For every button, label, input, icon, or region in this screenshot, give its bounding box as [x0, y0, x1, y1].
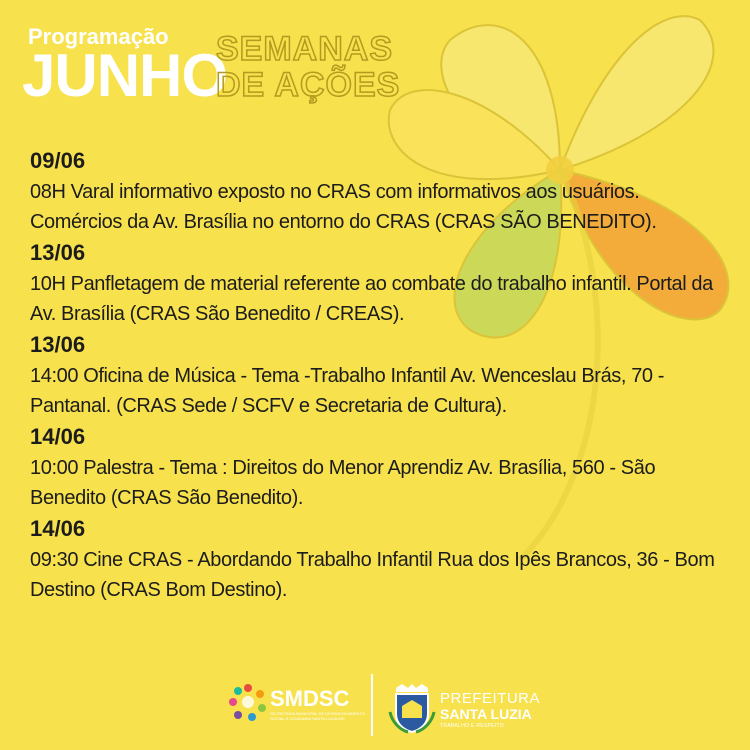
smdsc-name: SMDSC: [270, 686, 350, 711]
event-item: [30, 421, 720, 513]
city-crest-icon: [388, 682, 436, 734]
event-date: 13/06: [30, 240, 86, 265]
event-date: 09/06: [30, 148, 86, 173]
programacao-label: Programação: [28, 24, 169, 49]
event-description: 10H Panfletagem de material referente ao combate do trabalho infantil. Portal da Av. Brasília (CRAS São Benedito / CREAS).: [30, 273, 713, 325]
event-item: [30, 145, 720, 237]
de-acoes-title: DE AÇÕES: [216, 66, 401, 104]
event-item: [30, 237, 720, 329]
event-item: [30, 513, 720, 605]
event-description: 09:30 Cine CRAS - Abordando Trabalho Infantil Rua dos Ipês Brancos, 36 - Bom Destino (CRAS Bom Destino).: [30, 549, 715, 601]
semanas-title: SEMANAS: [216, 30, 394, 68]
event-item: [30, 329, 720, 421]
event-date: 14/06: [30, 424, 86, 449]
event-list: [30, 145, 720, 605]
footer-logos: [0, 668, 750, 750]
event-description: 14:00 Oficina de Música - Tema -Trabalho Infantil Av. Wenceslau Brás, 70 - Pantanal. (CRAS Sede / SCFV e Secretaria de Cultura).: [30, 365, 665, 417]
prefeitura-label: PREFEITURA: [440, 690, 541, 707]
smdsc-people-logo-icon: [228, 682, 268, 722]
event-date: 13/06: [30, 332, 86, 357]
event-description: 10:00 Palestra - Tema : Direitos do Menor Aprendiz Av. Brasília, 560 - São Benedito (CRAS São Benedito).: [30, 457, 656, 509]
prefeitura-tagline: TRABALHO E RESPEITO: [440, 723, 504, 729]
footer-divider: [371, 674, 373, 736]
event-description: 08H Varal informativo exposto no CRAS com informativos aos usuários. Comércios da Av. Brasília no entorno do CRAS (CRAS SÃO BENEDITO).: [30, 181, 657, 233]
month-title: JUNHO: [22, 42, 228, 109]
smdsc-subtitle: SECRETARIA MUNICIPAL DE DESENVOLVIMENTO SOCIAL E CIDADANIA SANTA LUZIA MG: [270, 711, 365, 721]
city-name: SANTA LUZIA: [440, 706, 532, 722]
event-date: 14/06: [30, 516, 86, 541]
